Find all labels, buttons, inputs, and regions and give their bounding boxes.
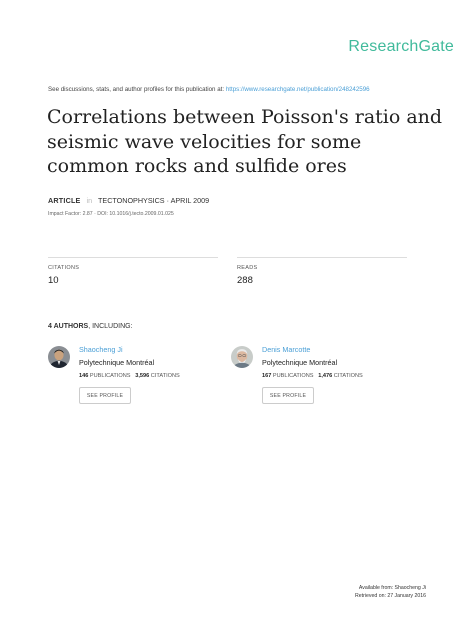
author-avatar[interactable] bbox=[231, 346, 253, 368]
author-citations-count: 3,596 bbox=[135, 373, 150, 379]
author-publications-count: 167 bbox=[262, 373, 272, 379]
reads-count: 288 bbox=[237, 275, 253, 286]
available-from: Available from: Shaocheng Ji bbox=[358, 585, 426, 591]
author-name-link[interactable]: Shaocheng Ji bbox=[79, 345, 123, 354]
paper-title: Correlations between Poisson's ratio and seismic wave velocities for some common rocks and sulfide ores bbox=[47, 106, 443, 177]
researchgate-logo[interactable]: ResearchGate bbox=[348, 38, 454, 55]
journal-info: TECTONOPHYSICS · APRIL 2009 bbox=[98, 196, 210, 205]
citations-label: CITATIONS bbox=[48, 265, 80, 271]
authors-heading bbox=[48, 323, 133, 330]
citations-stat-label: CITATIONS bbox=[150, 373, 180, 379]
author-avatar[interactable] bbox=[48, 346, 70, 368]
publications-label: PUBLICATIONS bbox=[89, 373, 131, 379]
authors-count: 4 AUTHORS bbox=[48, 323, 89, 330]
citations-divider bbox=[48, 257, 218, 258]
impact-factor-doi: Impact Factor: 2.87 · DOI: 10.1016/j.tecto.2009.01.025 bbox=[48, 211, 174, 217]
author-institution: Polytechnique Montréal bbox=[79, 358, 155, 367]
retrieval-footer bbox=[355, 584, 426, 600]
citations-count: 10 bbox=[48, 275, 59, 286]
author-institution: Polytechnique Montréal bbox=[262, 358, 338, 367]
notice-text: See discussions, stats, and author profiles for this publication at: bbox=[48, 86, 225, 93]
authors-suffix: , INCLUDING: bbox=[88, 323, 133, 330]
author-name-link[interactable]: Denis Marcotte bbox=[262, 345, 311, 354]
publication-notice bbox=[48, 86, 370, 93]
author-card bbox=[231, 344, 421, 414]
article-meta bbox=[48, 196, 209, 205]
author-publications-count: 146 bbox=[79, 373, 89, 379]
publications-label: PUBLICATIONS bbox=[272, 373, 314, 379]
article-type: ARTICLE bbox=[48, 196, 81, 205]
author-citations-count: 1,476 bbox=[318, 373, 333, 379]
see-profile-button[interactable]: SEE PROFILE bbox=[262, 387, 314, 404]
reads-divider bbox=[237, 257, 407, 258]
publication-link[interactable]: https://www.researchgate.net/publication/248242596 bbox=[225, 86, 370, 93]
author-stats bbox=[262, 373, 363, 379]
author-stats bbox=[79, 373, 180, 379]
see-profile-button[interactable]: SEE PROFILE bbox=[79, 387, 131, 404]
reads-label: READS bbox=[237, 265, 258, 271]
meta-separator: in bbox=[86, 196, 93, 205]
retrieved-on: Retrieved on: 27 January 2016 bbox=[355, 593, 426, 599]
citations-stat-label: CITATIONS bbox=[333, 373, 363, 379]
author-card bbox=[48, 344, 238, 414]
